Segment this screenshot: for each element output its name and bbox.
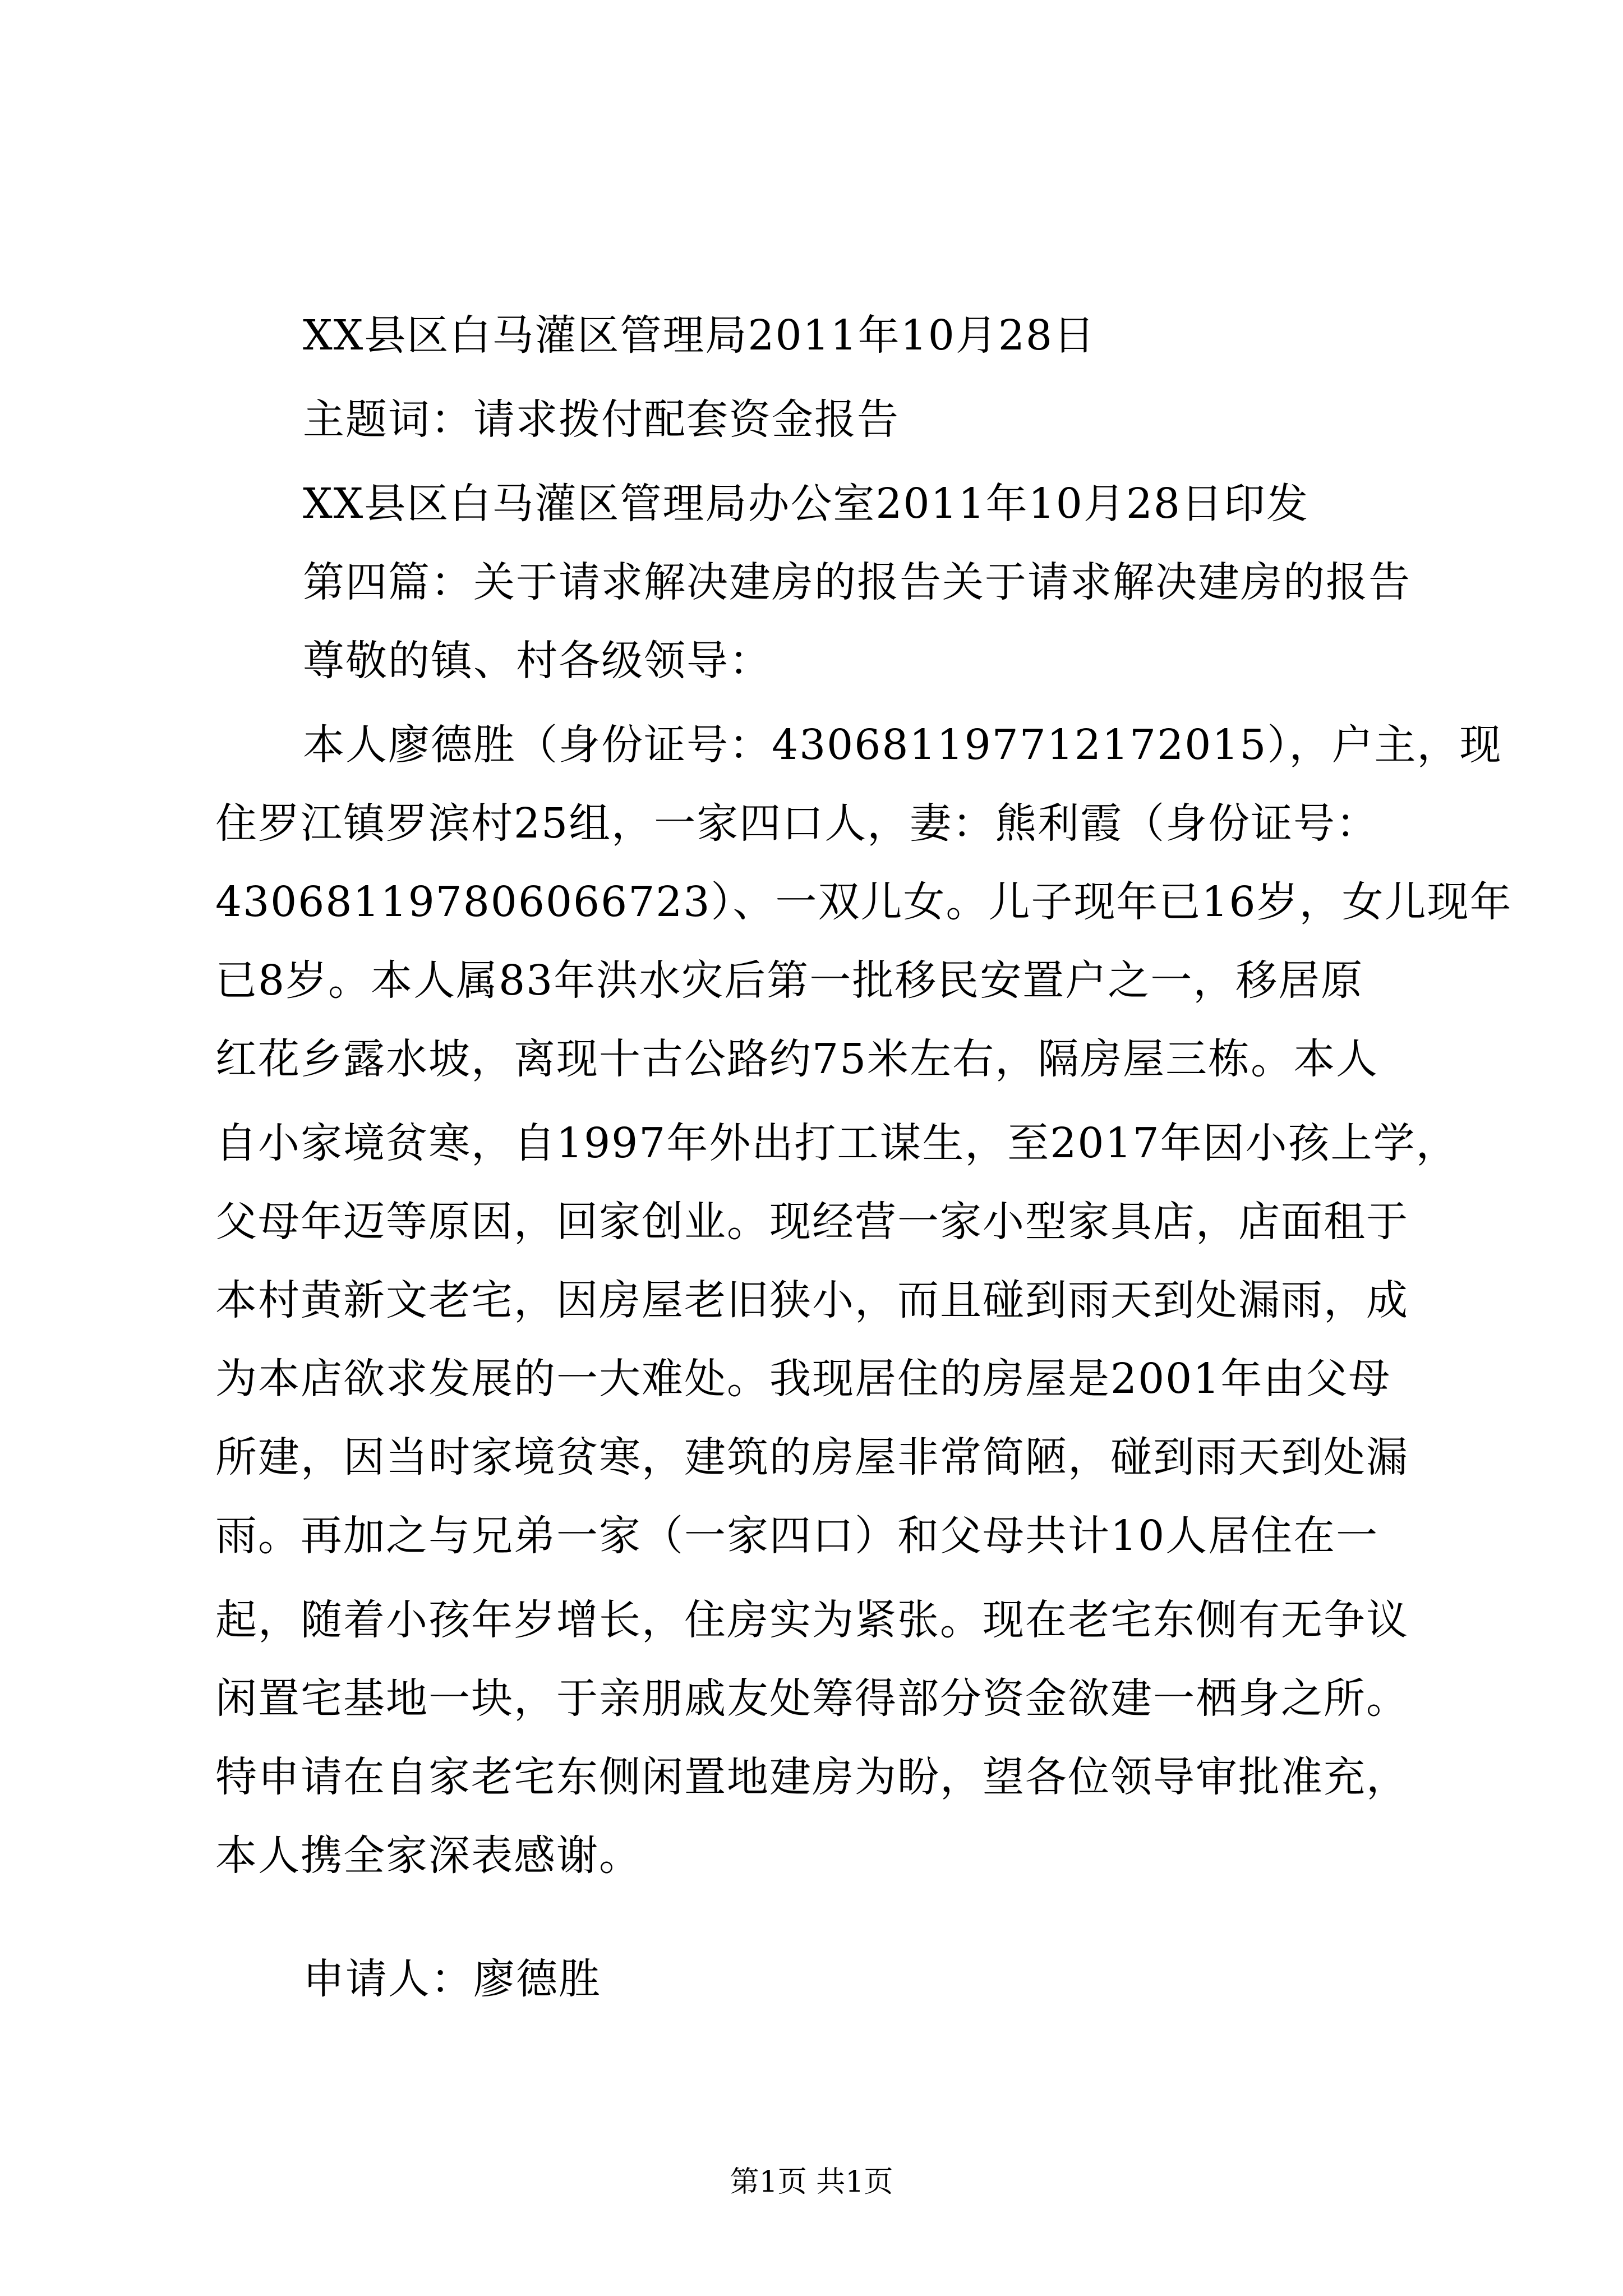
signature-line: 申请人：廖德胜 xyxy=(303,1955,601,2003)
salutation: 尊敬的镇、村各级领导： xyxy=(303,637,772,685)
body-line: 本人携全家深表感谢。 xyxy=(215,1832,642,1880)
body-line: 本人廖德胜（身份证号：430681197712172015），户主，现 xyxy=(303,721,1502,769)
page-number-footer: 第1页 共1页 xyxy=(730,2165,893,2199)
body-line: 雨。再加之与兄弟一家（一家四口）和父母共计10人居住在一 xyxy=(215,1512,1379,1560)
body-line: 闲置宅基地一块，于亲朋戚友处筹得部分资金欲建一栖身之所。 xyxy=(215,1674,1409,1723)
body-line: 特申请在自家老宅东侧闲置地建房为盼，望各位领导审批准充， xyxy=(215,1753,1409,1801)
body-line: 430681197806066723）、一双儿女。儿子现年已16岁，女儿现年 xyxy=(215,878,1513,926)
body-line: 已8岁。本人属83年洪水灾后第一批移民安置户之一，移居原 xyxy=(215,956,1364,1005)
body-line: 起，随着小孩年岁增长，住房实为紧张。现在老宅东侧有无争议 xyxy=(215,1596,1409,1644)
body-line: 本村黄新文老宅，因房屋老旧狭小，而且碰到雨天到处漏雨，成 xyxy=(215,1276,1409,1324)
body-line: 自小家境贫寒，自1997年外出打工谋生，至2017年因小孩上学， xyxy=(215,1119,1459,1167)
header-line-3: XX县区白马灌区管理局办公室2011年10月28日印发 xyxy=(303,480,1310,528)
body-line: 父母年迈等原因，回家创业。现经营一家小型家具店，店面租于 xyxy=(215,1198,1409,1246)
body-line: 为本店欲求发展的一大难处。我现居住的房屋是2001年由父母 xyxy=(215,1355,1391,1403)
header-line-1: XX县区白马灌区管理局2011年10月28日 xyxy=(303,311,1096,360)
body-line: 红花乡露水坡，离现十古公路约75米左右，隔房屋三栋。本人 xyxy=(215,1035,1379,1083)
body-line: 所建，因当时家境贫寒，建筑的房屋非常简陋，碰到雨天到处漏 xyxy=(215,1433,1409,1481)
header-line-2: 主题词：请求拨付配套资金报告 xyxy=(303,395,900,444)
section-title: 第四篇：关于请求解决建房的报告关于请求解决建房的报告 xyxy=(303,558,1411,606)
body-line: 住罗江镇罗滨村25组，一家四口人，妻：熊利霞（身份证号： xyxy=(215,799,1379,848)
